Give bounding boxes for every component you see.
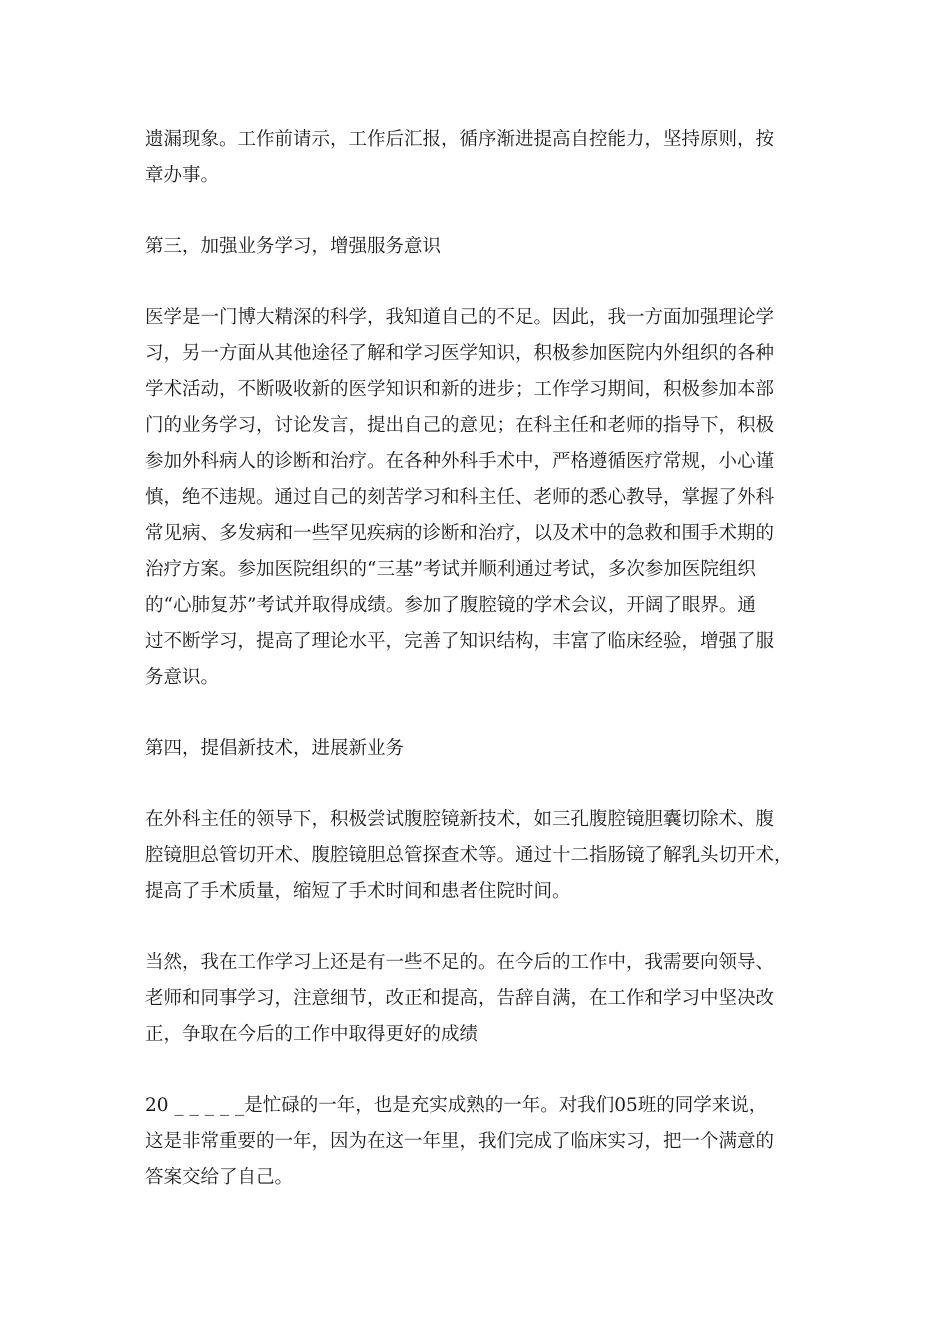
text-line: 医学是一门博大精深的科学，我知道自己的不足。因此，我一方面加强理论学 xyxy=(145,307,775,328)
text-line: 治疗方案。参加医院组织的“三基”考试并顺利通过考试，多次参加医院组织 xyxy=(145,559,756,580)
text-line: 门的业务学习，讨论发言，提出自己的意见；在科主任和老师的指导下，积极 xyxy=(145,415,775,436)
text-line: 这是非常重要的一年，因为在这一年里，我们完成了临床实习，把一个满意的 xyxy=(145,1131,775,1152)
text-line: 当然，我在工作学习上还是有一些不足的。在今后的工作中，我需要向领导、 xyxy=(145,952,775,973)
text-line: 答案交给了自己。 xyxy=(145,1167,294,1188)
text-line: 过不断学习，提高了理论水平，完善了知识结构，丰富了临床经验，增强了服 xyxy=(145,631,775,652)
text-line: 正，争取在今后的工作中取得更好的成绩 xyxy=(145,1024,479,1045)
text-line: 腔镜胆总管切开术、腹腔镜胆总管探查术等。通过十二指肠镜了解乳头切开术， xyxy=(145,845,793,866)
text-line: 章办事。 xyxy=(145,165,220,186)
paragraph-gap xyxy=(145,696,810,731)
paragraph-6 xyxy=(145,945,810,1053)
heading-line: 第四，提倡新技术，进展新业务 xyxy=(145,738,405,759)
text-line: 常见病、多发病和一些罕见疾病的诊断和治疗，以及术中的急救和围手术期的 xyxy=(145,523,775,544)
paragraph-3 xyxy=(145,300,810,696)
paragraph-gap xyxy=(145,265,810,300)
paragraph-5 xyxy=(145,802,810,910)
text-line: 慎，绝不违规。通过自己的刻苦学习和科主任、老师的悉心教导，掌握了外科 xyxy=(145,487,775,508)
document-page xyxy=(145,122,810,1196)
text-line: 20 _ _ _ _ _是忙碌的一年，也是充实成熟的一年。对我们05班的同学来说， xyxy=(145,1095,768,1116)
text-line: 遗漏现象。工作前请示，工作后汇报，循序渐进提高自控能力，坚持原则，按 xyxy=(145,129,775,150)
section-heading-3 xyxy=(145,229,810,265)
text-line: 在外科主任的领导下，积极尝试腹腔镜新技术，如三孔腹腔镜胆囊切除术、腹 xyxy=(145,809,775,830)
paragraph-gap xyxy=(145,767,810,802)
text-line: 提高了手术质量，缩短了手术时间和患者住院时间。 xyxy=(145,881,571,902)
paragraph-gap xyxy=(145,1053,810,1088)
text-line: 的“心肺复苏”考试并取得成绩。参加了腹腔镜的学术会议，开阔了眼界。通 xyxy=(145,595,756,616)
text-line: 习，另一方面从其他途径了解和学习医学知识，积极参加医院内外组织的各种 xyxy=(145,343,775,364)
text-line: 学术活动，不断吸收新的医学知识和新的进步；工作学习期间，积极参加本部 xyxy=(145,379,775,400)
text-line: 务意识。 xyxy=(145,667,220,688)
paragraph-7 xyxy=(145,1088,810,1196)
heading-line: 第三，加强业务学习，增强服务意识 xyxy=(145,236,442,257)
paragraph-gap xyxy=(145,910,810,945)
paragraph-gap xyxy=(145,194,810,229)
section-heading-4 xyxy=(145,731,810,767)
text-line: 老师和同事学习，注意细节，改正和提高，告辞自满，在工作和学习中坚决改 xyxy=(145,988,775,1009)
paragraph-1 xyxy=(145,122,810,194)
text-line: 参加外科病人的诊断和治疗。在各种外科手术中，严格遵循医疗常规，小心谨 xyxy=(145,451,775,472)
